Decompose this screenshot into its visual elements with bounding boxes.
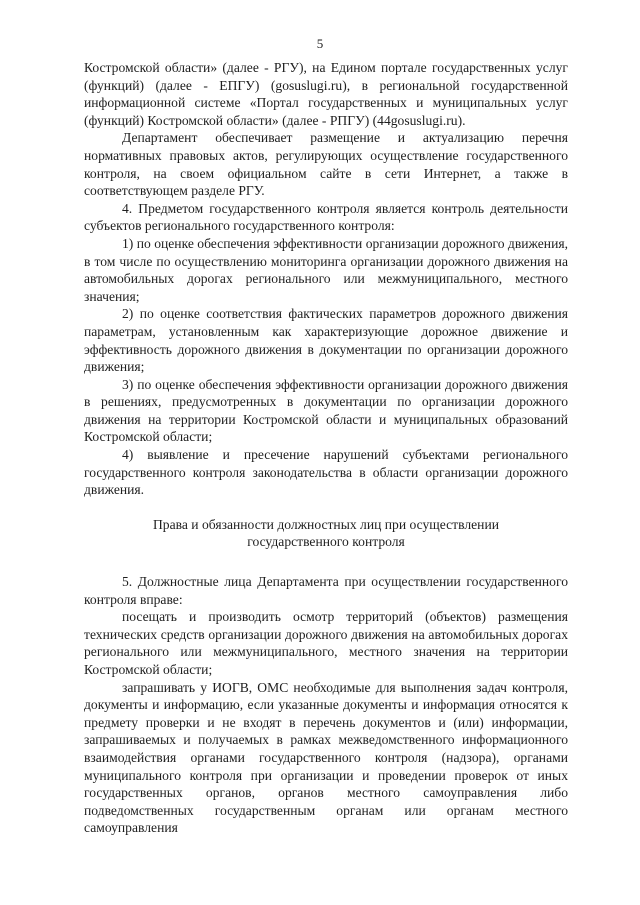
- paragraph-subitem-2: 2) по оценке соответствия фактических параметров дорожного движения параметрам, установленным как характеризующие дорожное движение и эффективность дорожного движения в документации по организации дорожного движения;: [84, 306, 568, 375]
- section-heading-line-2: государственного контроля: [247, 534, 405, 550]
- paragraph-subitem-1: 1) по оценке обеспечения эффективности организации дорожного движения, в том числе по осуществлению мониторинга организации дорожного движения на автомобильных дорогах регионального или межмуниципального, местного значения;: [84, 235, 568, 304]
- paragraph-subitem-4: 4) выявление и пресечение нарушений субъектами регионального государственного контроля законодательства в области организации дорожного движения.: [84, 447, 568, 498]
- paragraph-item-4-subject: 4. Предметом государственного контроля является контроль деятельности субъектов регионального государственного контроля:: [84, 200, 568, 234]
- paragraph-subitem-3: 3) по оценке обеспечения эффективности организации дорожного движения в решениях, предусмотренных в документации по организации дорожного движения на территории Костромской области и муниципальных образований Костромской области;: [84, 376, 568, 445]
- paragraph-right-inspection: посещать и производить осмотр территорий (объектов) размещения технических средств организации дорожного движения на автомобильных дорогах регионального или межмуниципального, местного значения на территории Костромской области;: [84, 609, 568, 677]
- paragraph-department-publication: Департамент обеспечивает размещение и актуализацию перечня нормативных правовых актов, регулирующих осуществление государственного контроля, на своем официальном сайте в сети Интернет, а также в соответствующем разделе РГУ.: [84, 130, 568, 199]
- page-number: 5: [316, 36, 324, 51]
- paragraph-right-request: запрашивать у ИОГВ, ОМС необходимые для выполнения задач контроля, документы и информацию, если указанные документы и информация относятся к предмету проверки и не входят в перечень документов и (или) информации, запрашиваемых и получаемых в рамках межведомственного информационного взаимодействия органами государственного контроля (надзора), органами муниципального контроля при организации и проведении проверок от иных государственных органов, органов местного самоуправления либо подведомственных государственным органам или органам местного самоуправления: [84, 679, 568, 836]
- document-body: [84, 59, 568, 837]
- paragraph-rgu-continuation: Костромской области» (далее - РГУ), на Едином портале государственных услуг (функций) (далее - ЕПГУ) (gosuslugi.ru), в региональной государственной информационной системе «Портал государственных и муниципальных услуг (функций) Костромской области» (далее - РПГУ) (44gosuslugi.ru).: [84, 60, 568, 128]
- paragraph-item-5-rights: 5. Должностные лица Департамента при осуществлении государственного контроля вправе:: [84, 574, 568, 607]
- section-heading-line-1: Права и обязанности должностных лиц при осуществлении: [152, 516, 499, 532]
